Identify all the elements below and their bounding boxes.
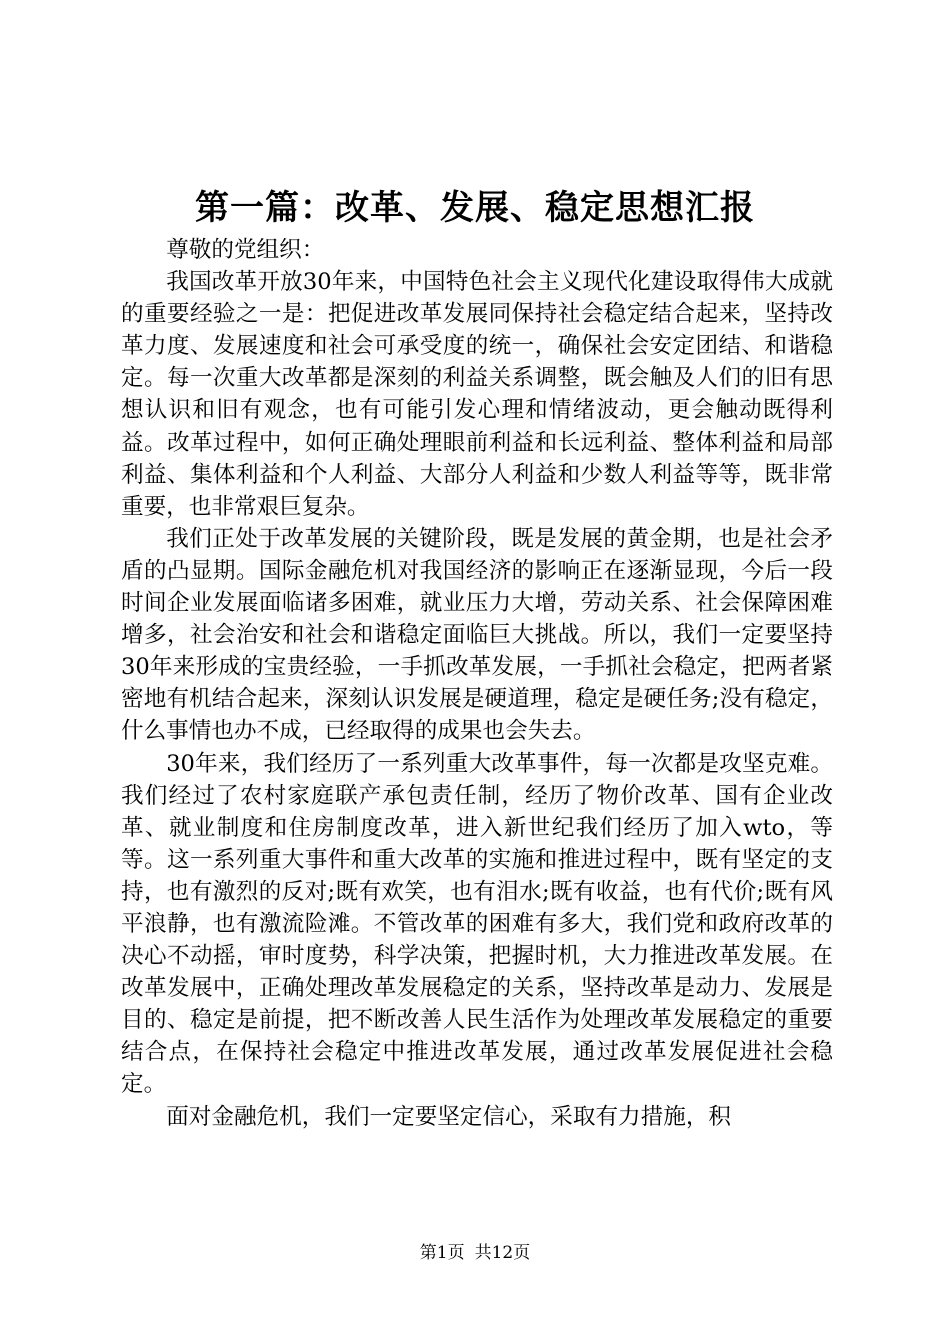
salutation: 尊敬的党组织：	[166, 237, 325, 263]
page-number-total: 共12页	[474, 1243, 531, 1263]
document-title: 第一篇：改革、发展、稳定思想汇报	[195, 188, 755, 228]
paragraph-2: 我们正处于改革发展的关键阶段，既是发展的黄金期，也是社会矛盾的凸显期。国际金融危机对我国经济的影响正在逐渐显现，今后一段时间企业发展面临诸多困难，就业压力大增，劳动关系、社会保障困难增多，社会治安和社会和谐稳定面临巨大挑战。所以，我们一定要坚持30年来形成的宝贵经验，一手抓改革发展，一手抓社会稳定，把两者紧密地有机结合起来，深刻认识发展是硬道理，稳定是硬任务;没有稳定，什么事情也办不成，已经取得的成果也会失去。	[121, 525, 833, 745]
page-footer	[0, 1241, 950, 1265]
paragraph-1: 我国改革开放30年来，中国特色社会主义现代化建设取得伟大成就的重要经验之一是：把促进改革发展同保持社会稳定结合起来，坚持改革力度、发展速度和社会可承受度的统一，确保社会安定团结、和谐稳定。每一次重大改革都是深刻的利益关系调整，既会触及人们的旧有思想认识和旧有观念，也有可能引发心理和情绪波动，更会触动既得利益。改革过程中，如何正确处理眼前利益和长远利益、整体利益和局部利益、集体利益和个人利益、大部分人利益和少数人利益等等，既非常重要，也非常艰巨复杂。	[121, 269, 833, 520]
page-number-current: 第1页	[419, 1243, 465, 1263]
paragraph-3: 30年来，我们经历了一系列重大改革事件，每一次都是攻坚克难。我们经过了农村家庭联产承包责任制，经历了物价改革、国有企业改革、就业制度和住房制度改革，进入新世纪我们经历了加入wto，等等。这一系列重大事件和重大改革的实施和推进过程中，既有坚定的支持，也有激烈的反对;既有欢笑，也有泪水;既有收益，也有代价;既有风平浪静，也有激流险滩。不管改革的困难有多大，我们党和政府改革的决心不动摇，审时度势，科学决策，把握时机，大力推进改革发展。在改革发展中，正确处理改革发展稳定的关系，坚持改革是动力、发展是目的、稳定是前提，把不断改善人民生活作为处理改革发展稳定的重要结合点，在保持社会稳定中推进改革发展，通过改革发展促进社会稳定。	[121, 750, 833, 1098]
document-body	[121, 234, 833, 1133]
paragraph-4: 面对金融危机，我们一定要坚定信心，采取有力措施，积	[166, 1103, 732, 1130]
